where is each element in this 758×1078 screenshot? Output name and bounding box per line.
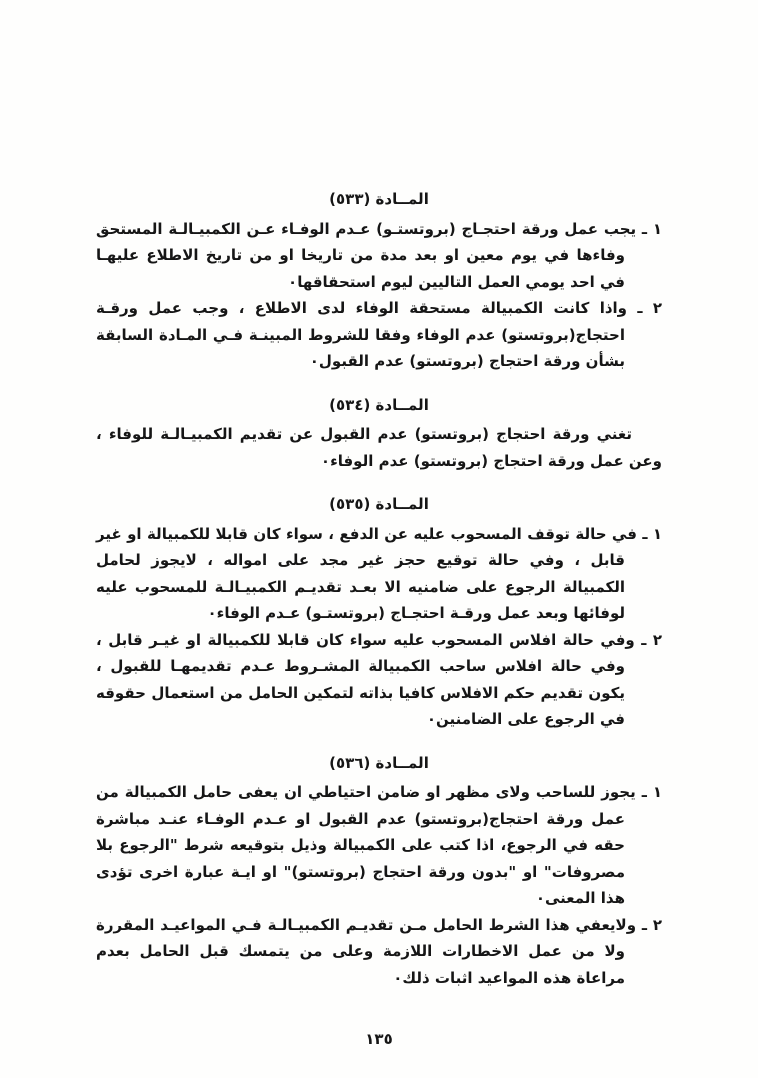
article-533-item-2 <box>96 295 662 375</box>
article-535 <box>96 491 662 733</box>
item-number: ١ ـ <box>636 524 663 543</box>
page-number: ١٣٥ <box>365 1030 393 1048</box>
article-534 <box>96 392 662 475</box>
item-number: ١ ـ <box>635 783 663 801</box>
item-text: يجب عمل ورقة احتجـاج (بروتستـو) عـدم الوفـاء عـن الكمبيـالـة المستحق وفاءها في يوم معين او بعد مدة من تاريخا او من تاريخ الاطلاع عليهـا في احد يومي العمل التاليين ليوم استحقاقها٠ <box>96 219 637 291</box>
item-text: وفي حالة افلاس المسحوب عليه سواء كان قابلا للكمبيالة او غيـر قابل ، وفي حالة افلاس ساحب الكمبيالة المشـروط عـدم تقديمهـا للقبول ، يكون تقديم حكم الافلاس كافيا بذاته لتمكين الحامل من استعمال حقوقه في الرجوع على الضامنين٠ <box>96 630 635 728</box>
document-content <box>96 0 662 991</box>
item-text: ولايعفي هذا الشرط الحامل مـن تقديـم الكمبيـالـة فـي المواعيـد المقررة ولا من عمل الاخطارات اللازمة وعلى من يتمسك قبل الحامل بعدم مراعاة هذه المواعيد اثبات ذلك٠ <box>96 915 637 987</box>
item-number: ١ ـ <box>636 219 662 238</box>
article-533-item-1 <box>96 216 662 296</box>
article-536 <box>96 750 662 992</box>
item-number: ٢ ـ <box>627 299 662 317</box>
article-535-item-2 <box>96 627 662 733</box>
article-535-heading: المــادة (٥٣٥) <box>329 495 429 513</box>
item-text: يجوز للساحب ولاى مظهر او ضامن احتياطي ان يعفى حامل الكمبيالة من عمل ورقة احتجاج(بروتستو) عدم القبول او عـدم الوفـاء عنـد مباشرة حقه في الرجوع، اذا كتب على الكمبيالة وذيل بتوقيعه شرط "الرجوع بلا مصروفات" او "بدون ورقة احتجاج (بروتستو)" او ايـة عبارة اخرى تؤدى هذا المعنى٠ <box>96 783 636 907</box>
article-535-item-1 <box>96 521 662 627</box>
article-536-item-2 <box>96 912 662 992</box>
article-536-heading: المــادة (٥٣٦) <box>329 753 429 772</box>
article-533-heading: المــادة (٥٣٣) <box>329 190 429 208</box>
item-text: واذا كانت الكمبيالة مستحقة الوفاء لدى الاطلاع ، وجب عمل ورقـة احتجاج(بروتستو) عدم الوفاء وفقا للشروط المبينـة فـي المـادة السابقة بشأن ورقة احتجاج (بروتستو) عدم القبول٠ <box>96 299 628 370</box>
item-text: في حالة توقف المسحوب عليه عن الدفع ، سواء كان قابلا للكمبيالة او غير قابل ، وفي حالة توقيع حجز غير مجد على امواله ، لايجوز لحامل الكمبيالة الرجوع على ضامنيه الا بعـد تقديـم الكمبيـالـة للمسحوب عليه لوفائها وبعد عمل ورقـة احتجـاج (بروتستـو) عـدم الوفاء٠ <box>96 524 637 622</box>
item-number: ٢ ـ <box>636 915 662 934</box>
article-533 <box>96 186 662 375</box>
article-536-item-1 <box>96 779 662 912</box>
item-number: ٢ ـ <box>634 630 662 649</box>
article-534-paragraph: تغني ورقة احتجاج (بروتستو) عدم القبول عن تقديم الكمبيـالـة للوفاء ، وعن عمل ورقة احتجاج (بروتستو) عدم الوفاء٠ <box>96 425 662 470</box>
article-534-heading: المــادة (٥٣٤) <box>329 395 429 414</box>
